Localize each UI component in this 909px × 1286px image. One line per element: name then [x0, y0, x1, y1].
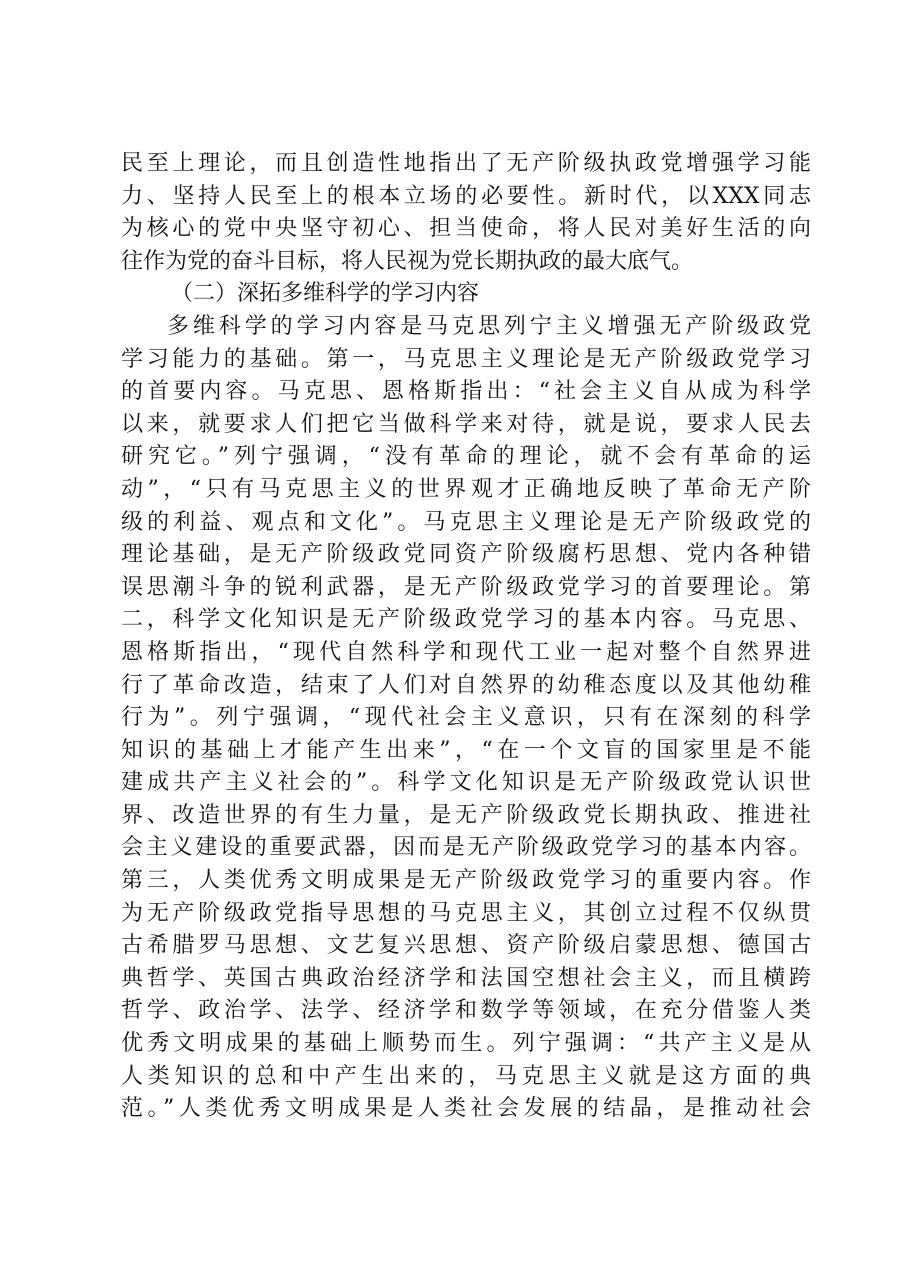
paragraph-line: 行了革命改造，结束了人们对自然界的幼稚态度以及其他幼稚 [121, 672, 811, 698]
paragraph-line: 哲学、政治学、法学、经济学和数学等领域，在充分借鉴人类 [121, 998, 811, 1024]
paragraph-line: 多维科学的学习内容是马克思列宁主义增强无产阶级政党 [167, 313, 811, 339]
paragraph-line: 人类知识的总和中产生出来的，马克思主义就是这方面的典 [121, 1063, 811, 1089]
paragraph-line: 知识的基础上才能产生出来”，“在一个文盲的国家里是不能 [121, 737, 811, 763]
paragraph-line: 会主义建设的重要武器，因而是无产阶级政党学习的基本内容。 [121, 835, 811, 861]
paragraph-line: 学习能力的基础。第一，马克思主义理论是无产阶级政党学习 [121, 346, 811, 372]
paragraph-line: 理论基础，是无产阶级政党同资产阶级腐朽思想、党内各种错 [121, 542, 811, 568]
paragraph-line: 优秀文明成果的基础上顺势而生。列宁强调：“共产主义是从 [121, 1031, 811, 1057]
paragraph-line: 典哲学、英国古典政治经济学和法国空想社会主义，而且横跨 [121, 965, 811, 991]
paragraph-line: 误思潮斗争的锐利武器，是无产阶级政党学习的首要理论。第 [121, 574, 811, 600]
paragraph-line: 的首要内容。马克思、恩格斯指出：“社会主义自从成为科学 [121, 379, 811, 405]
paragraph-line: 恩格斯指出，“现代自然科学和现代工业一起对整个自然界进 [121, 639, 811, 665]
paragraph-line: 第三，人类优秀文明成果是无产阶级政党学习的重要内容。作 [121, 868, 811, 894]
paragraph-line: 二，科学文化知识是无产阶级政党学习的基本内容。马克思、 [121, 607, 811, 633]
paragraph-line: 研究它。”列宁强调，“没有革命的理论，就不会有革命的运 [121, 444, 811, 470]
paragraph-line: 建成共产主义社会的”。科学文化知识是无产阶级政党认识世 [121, 770, 811, 796]
paragraph-line: 民至上理论，而且创造性地指出了无产阶级执政党增强学习能 [121, 151, 811, 176]
paragraph-line: 行为”。列宁强调，“现代社会主义意识，只有在深刻的科学 [121, 705, 811, 731]
paragraph-line: 往作为党的奋斗目标，将人民视为党长期执政的最大底气。 [121, 248, 694, 274]
document-body [121, 148, 811, 1126]
paragraph-line: 为核心的党中央坚守初心、担当使命，将人民对美好生活的向 [121, 216, 811, 242]
paragraph-line: 古希腊罗马思想、文艺复兴思想、资产阶级启蒙思想、德国古 [121, 933, 811, 959]
paragraph-line: 以来，就要求人们把它当做科学来对待，就是说，要求人民去 [121, 411, 811, 437]
paragraph-line: 力、坚持人民至上的根本立场的必要性。新时代，以XXX同志 [121, 183, 811, 209]
paragraph-line: 级的利益、观点和文化”。马克思主义理论是无产阶级政党的 [121, 509, 811, 535]
paragraph-line: 动”，“只有马克思主义的世界观才正确地反映了革命无产阶 [121, 476, 811, 502]
section-heading: （二）深拓多维科学的学习内容 [171, 281, 480, 307]
paragraph-line: 为无产阶级政党指导思想的马克思主义，其创立过程不仅纵贯 [121, 900, 811, 926]
paragraph-line: 界、改造世界的有生力量，是无产阶级政党长期执政、推进社 [121, 802, 811, 828]
paragraph-line: 范。”人类优秀文明成果是人类社会发展的结晶，是推动社会 [121, 1096, 811, 1122]
